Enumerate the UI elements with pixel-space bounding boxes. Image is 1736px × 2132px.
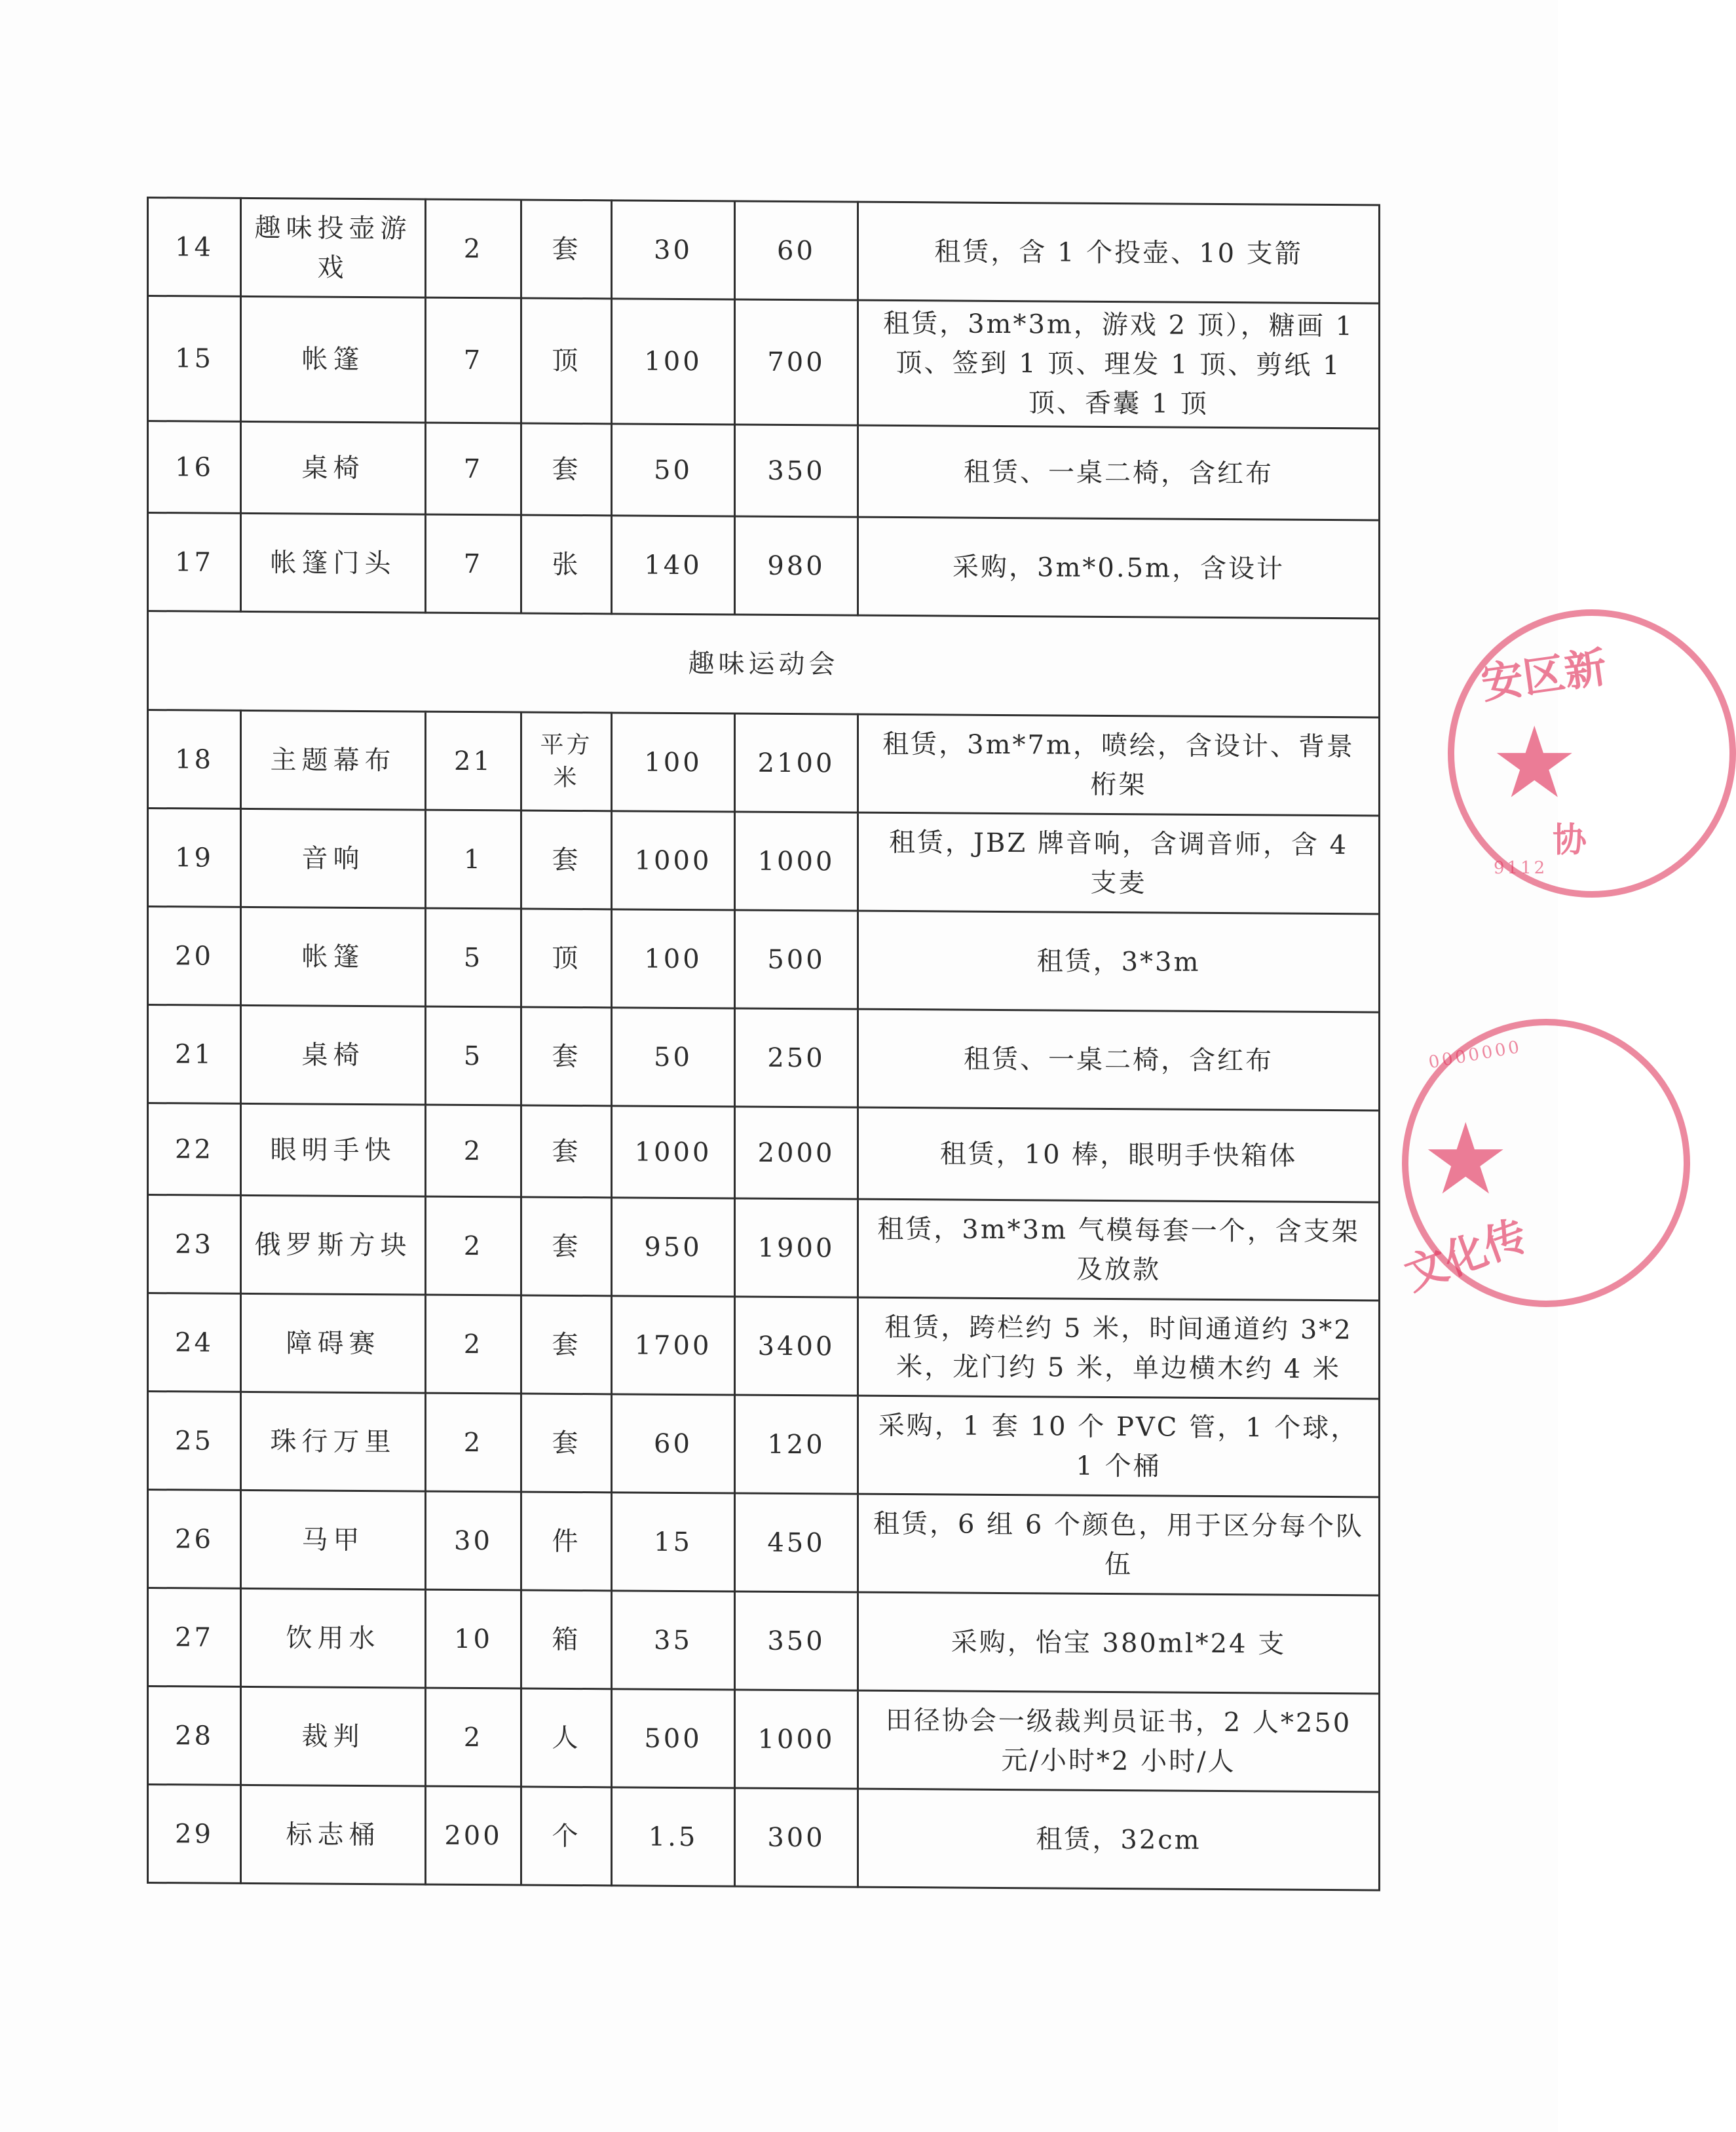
cell-no: 21 <box>148 1005 241 1104</box>
cell-name: 标志桶 <box>241 1785 426 1884</box>
cell-unit: 件 <box>521 1492 612 1591</box>
cell-no: 23 <box>148 1195 241 1294</box>
cell-price: 1.5 <box>612 1787 735 1886</box>
cell-unit: 套 <box>521 1007 612 1106</box>
table-row <box>148 1103 1380 1202</box>
cell-no: 22 <box>148 1103 241 1196</box>
cell-unit: 套 <box>521 810 612 909</box>
cell-unit: 张 <box>521 515 612 614</box>
budget-table <box>147 197 1380 1892</box>
cell-qty: 5 <box>426 908 521 1007</box>
cell-name: 帐篷 <box>241 907 426 1006</box>
cell-name: 帐篷 <box>241 296 426 423</box>
seal-star-icon: ★ <box>1422 1103 1510 1217</box>
cell-total: 980 <box>735 516 858 615</box>
cell-note: 租赁，3m*3m 气模每套一个，含支架及放款 <box>858 1199 1380 1301</box>
cell-no: 20 <box>148 907 241 1006</box>
cell-price: 100 <box>612 299 735 425</box>
cell-price: 100 <box>612 713 735 812</box>
cell-price: 50 <box>612 1008 735 1107</box>
cell-name: 障碍赛 <box>241 1293 426 1393</box>
cell-qty: 2 <box>426 199 521 298</box>
cell-total: 1000 <box>735 1690 858 1789</box>
table-row <box>148 513 1380 619</box>
cell-qty: 2 <box>426 1196 521 1295</box>
cell-name: 马甲 <box>241 1490 426 1589</box>
cell-note: 采购，怡宝 380ml*24 支 <box>858 1592 1380 1694</box>
cell-no: 16 <box>148 421 241 514</box>
cell-unit: 套 <box>521 423 612 516</box>
seal-star-icon: ★ <box>1490 706 1579 820</box>
cell-unit: 箱 <box>521 1590 612 1689</box>
cell-qty: 1 <box>426 810 521 909</box>
table-body-bottom <box>148 710 1380 1890</box>
table-row <box>148 1392 1380 1497</box>
cell-price: 950 <box>612 1198 735 1297</box>
cell-qty: 7 <box>426 423 521 515</box>
cell-no: 29 <box>148 1785 241 1884</box>
cell-name: 裁判 <box>241 1686 426 1786</box>
cell-name: 主题幕布 <box>241 710 426 810</box>
cell-price: 140 <box>612 516 735 615</box>
cell-name: 音响 <box>241 809 426 908</box>
cell-note: 租赁，3*3m <box>858 911 1380 1012</box>
cell-note: 租赁，32cm <box>858 1789 1380 1890</box>
cell-name: 桌椅 <box>241 1005 426 1105</box>
table-row <box>148 1588 1380 1694</box>
cell-qty: 2 <box>426 1295 521 1394</box>
table-row <box>148 907 1380 1012</box>
cell-total: 700 <box>735 299 858 425</box>
cell-price: 500 <box>612 1689 735 1788</box>
cell-name: 桌椅 <box>241 421 426 514</box>
cell-no: 19 <box>148 809 241 907</box>
cell-price: 60 <box>612 1394 735 1493</box>
cell-no: 28 <box>148 1686 241 1785</box>
cell-qty: 30 <box>426 1491 521 1590</box>
cell-unit: 顶 <box>521 909 612 1008</box>
cell-price: 100 <box>612 909 735 1008</box>
table-row <box>148 1195 1380 1301</box>
cell-total: 1900 <box>735 1198 858 1297</box>
cell-no: 17 <box>148 513 241 612</box>
cell-name: 趣味投壶游戏 <box>241 198 426 297</box>
table-row <box>148 1785 1380 1890</box>
cell-note: 采购，1 套 10 个 PVC 管，1 个球，1 个桶 <box>858 1396 1380 1497</box>
table-section <box>148 611 1380 717</box>
cell-note: 租赁，3m*3m，游戏 2 顶），糖画 1 顶、签到 1 顶、理发 1 顶、剪纸 1 顶、香囊 1 顶 <box>858 300 1380 428</box>
cell-unit: 人 <box>521 1688 612 1787</box>
table-row <box>148 421 1380 520</box>
cell-qty: 200 <box>426 1786 521 1885</box>
table-row <box>148 1293 1380 1399</box>
cell-qty: 10 <box>426 1589 521 1688</box>
cell-qty: 2 <box>426 1688 521 1787</box>
cell-qty: 2 <box>426 1105 521 1197</box>
cell-price: 15 <box>612 1493 735 1591</box>
cell-note: 租赁、一桌二椅，含红布 <box>858 1009 1380 1111</box>
cell-unit: 套 <box>521 1295 612 1394</box>
cell-total: 350 <box>735 425 858 517</box>
cell-total: 120 <box>735 1395 858 1494</box>
cell-no: 26 <box>148 1490 241 1589</box>
cell-no: 18 <box>148 710 241 809</box>
cell-price: 30 <box>612 200 735 299</box>
cell-unit: 套 <box>521 1394 612 1493</box>
seal-top-arc-text: 安区新 <box>1478 642 1610 709</box>
cell-name: 眼明手快 <box>241 1103 426 1196</box>
cell-qty: 21 <box>426 712 521 810</box>
cell-note: 租赁，10 棒，眼明手快箱体 <box>858 1107 1380 1202</box>
table-row <box>148 198 1380 303</box>
cell-no: 14 <box>148 198 241 297</box>
cell-note: 采购，3m*0.5m，含设计 <box>858 517 1380 619</box>
cell-total: 450 <box>735 1493 858 1592</box>
cell-note: 租赁、一桌二椅，含红布 <box>858 425 1380 520</box>
table-body-top <box>148 198 1380 619</box>
official-seal-top <box>1448 609 1736 898</box>
cell-note: 租赁，JBZ 牌音响，含调音师，含 4 支麦 <box>858 812 1380 914</box>
cell-no: 27 <box>148 1588 241 1687</box>
table-row <box>148 1686 1380 1792</box>
seal-top-code: 9112 <box>1494 858 1548 878</box>
cell-no: 25 <box>148 1392 241 1491</box>
cell-total: 250 <box>735 1008 858 1107</box>
cell-qty: 7 <box>426 514 521 613</box>
cell-unit: 平方米 <box>521 712 612 811</box>
cell-total: 60 <box>735 201 858 300</box>
cell-no: 15 <box>148 296 241 422</box>
table-row <box>148 809 1380 914</box>
seal-bottom-code: 0000000 <box>1427 1037 1524 1073</box>
cell-name: 俄罗斯方块 <box>241 1195 426 1295</box>
table-row <box>148 1005 1380 1111</box>
cell-total: 3400 <box>735 1297 858 1396</box>
cell-price: 35 <box>612 1591 735 1690</box>
section-row <box>148 611 1380 717</box>
table-row <box>148 296 1380 428</box>
section-title: 趣味运动会 <box>148 611 1380 717</box>
cell-total: 500 <box>735 910 858 1009</box>
cell-price: 1000 <box>612 1106 735 1198</box>
cell-price: 1700 <box>612 1296 735 1395</box>
cell-total: 300 <box>735 1788 858 1887</box>
cell-note: 租赁，3m*7m，喷绘，含设计、背景桁架 <box>858 714 1380 816</box>
cell-qty: 7 <box>426 297 521 423</box>
cell-qty: 5 <box>426 1006 521 1105</box>
cell-total: 2100 <box>735 714 858 812</box>
cell-note: 租赁，跨栏约 5 米，时间通道约 3*2 米，龙门约 5 米，单边横木约 4 米 <box>858 1297 1380 1399</box>
cell-qty: 2 <box>426 1393 521 1492</box>
cell-unit: 套 <box>521 200 612 299</box>
cell-total: 2000 <box>735 1107 858 1199</box>
table-row <box>148 1490 1380 1595</box>
cell-note: 租赁，6 组 6 个颜色，用于区分每个队伍 <box>858 1494 1380 1595</box>
table-row <box>148 710 1380 816</box>
cell-name: 饮用水 <box>241 1588 426 1688</box>
cell-unit: 顶 <box>521 298 612 424</box>
cell-name: 珠行万里 <box>241 1392 426 1491</box>
seal-top-edge-text: 协 <box>1553 820 1587 860</box>
cell-unit: 套 <box>521 1197 612 1296</box>
seal-bottom-arc-text: 文化传 <box>1398 1211 1534 1301</box>
cell-price: 50 <box>612 424 735 516</box>
cell-unit: 个 <box>521 1787 612 1886</box>
cell-total: 1000 <box>735 812 858 911</box>
cell-note: 租赁，含 1 个投壶、10 支箭 <box>858 202 1380 303</box>
cell-price: 1000 <box>612 811 735 910</box>
cell-note: 田径协会一级裁判员证书，2 人*250 元/小时*2 小时/人 <box>858 1690 1380 1792</box>
cell-unit: 套 <box>521 1105 612 1198</box>
official-seal-bottom <box>1398 1019 1690 1307</box>
cell-no: 24 <box>148 1293 241 1392</box>
cell-name: 帐篷门头 <box>241 513 426 613</box>
cell-total: 350 <box>735 1591 858 1690</box>
